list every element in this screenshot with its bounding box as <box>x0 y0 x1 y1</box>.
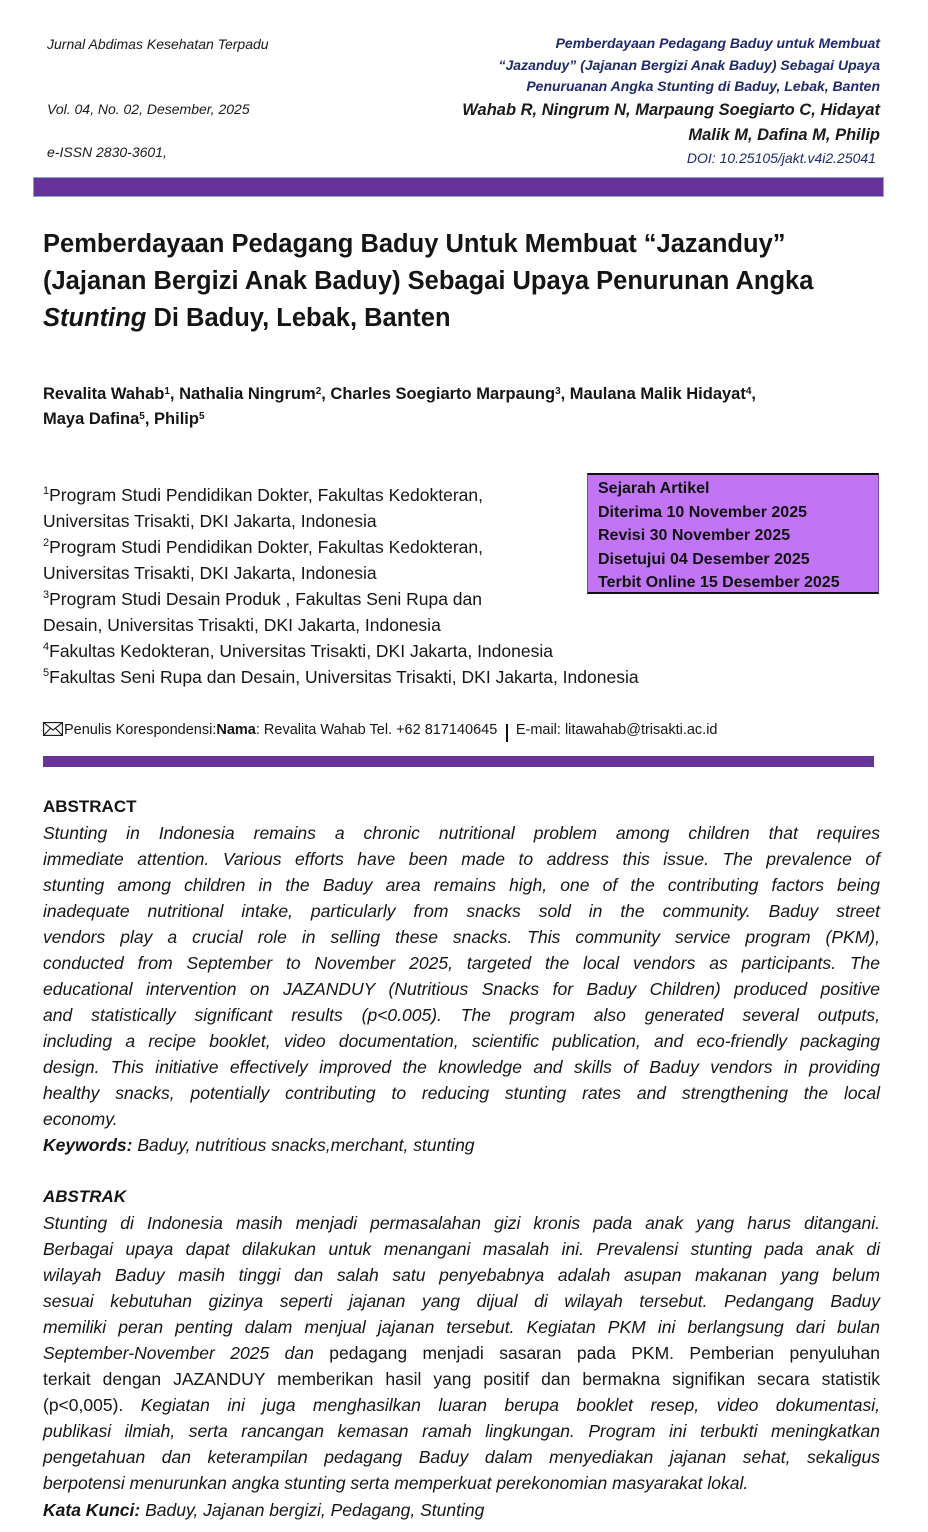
author-name: Maya Dafina <box>43 410 140 428</box>
section-divider-bar <box>43 756 874 767</box>
doi-link[interactable]: DOI: 10.25105/jakt.v4i2.25041 <box>686 149 876 166</box>
correspondence-name: : Revalita Wahab Tel. +62 817140645 <box>255 722 498 738</box>
affiliation-number: 4 <box>43 641 50 653</box>
author-affiliation-number: 1 <box>164 386 170 397</box>
history-published: Terbit Online 15 Desember 2025 <box>598 574 840 591</box>
abstract-line: Berbagai upaya dapat dilakukan untuk menangani masalah ini. Prevalensi stunting pada anak di <box>43 1239 880 1259</box>
abstract-line: conducted from September to November 2025, targeted the local vendors as participants. The <box>43 953 880 973</box>
abstract-line: design. This initiative effectively improved the knowledge and skills of Baduy vendors in providing <box>43 1057 880 1077</box>
author-name: Charles Soegiarto Marpaung <box>330 385 556 403</box>
abstract-line: healthy snacks, potentially contributing to reducing stunting rates and strengthening the local <box>43 1083 880 1103</box>
abstract-line: vendors play a crucial role in selling these snacks. This community service program (PKM), <box>43 927 880 947</box>
article-history-box <box>587 473 879 594</box>
affiliation-item <box>43 638 723 664</box>
abstract-line: memiliki peran penting dalam menjual jajanan tersebut. Kegiatan PKM ini berlangsung dari bulan <box>43 1317 880 1337</box>
abstract-italic-span: September-November 2025 dan <box>43 1343 314 1363</box>
title-line-rest: Di Baduy, Lebak, Banten <box>146 304 451 332</box>
abstract-line <box>43 1392 880 1418</box>
running-authors-line: Malik M, Dafina M, Philip <box>688 125 880 144</box>
author-affiliation-number: 3 <box>555 386 561 397</box>
correspondence-line <box>43 720 718 740</box>
journal-issn: e-ISSN 2830-3601, <box>47 144 167 160</box>
affiliation-number: 2 <box>43 537 50 549</box>
author-name: Nathalia Ningrum <box>179 385 316 403</box>
keywords-label: Kata Kunci: <box>43 1500 141 1520</box>
correspondence-email[interactable]: E-mail: litawahab@trisakti.ac.id <box>515 722 718 738</box>
affiliation-text: Universitas Trisakti, DKI Jakarta, Indonesia <box>43 511 377 531</box>
history-revised: Revisi 30 November 2025 <box>598 527 791 544</box>
running-authors-line: Wahab R, Ningrum N, Marpaung Soegiarto C, Hidayat <box>462 100 880 119</box>
keywords-en <box>43 1132 475 1158</box>
keywords-value: Baduy, Jajanan bergizi, Pedagang, Stunting <box>140 1500 485 1520</box>
affiliation-text: Program Studi Pendidikan Dokter, Fakultas Kedokteran, <box>49 485 483 505</box>
envelope-icon <box>43 722 63 736</box>
article-title <box>43 226 893 337</box>
abstract-line: Stunting in Indonesia remains a chronic nutritional problem among children that requires <box>43 823 880 843</box>
affiliation-item <box>43 664 723 690</box>
abstract-line: sesuai kebutuhan gizinya seperti jajanan yang dijual di wilayah tersebut. Pedangang Baduy <box>43 1291 880 1311</box>
author-affiliation-number: 4 <box>745 386 752 397</box>
abstract-upright-span: pedagang menjadi sasaran pada PKM. Pemberian penyuluhan <box>313 1343 880 1363</box>
affiliation-text: Program Studi Desain Produk , Fakultas Seni Rupa dan <box>49 589 482 609</box>
title-line <box>43 300 893 337</box>
affiliation-text: Fakultas Seni Rupa dan Desain, Universitas Trisakti, DKI Jakarta, Indonesia <box>49 667 639 687</box>
author-name: Revalita Wahab <box>43 385 165 403</box>
affiliation-text: Program Studi Pendidikan Dokter, Fakultas Kedokteran, <box>49 537 483 557</box>
affiliation-item <box>43 612 723 638</box>
abstract-line: wilayah Baduy masih tinggi dan salah satu penyebabnya adalah asupan makanan yang belum <box>43 1265 880 1285</box>
affiliation-text: Desain, Universitas Trisakti, DKI Jakarta, Indonesia <box>43 615 441 635</box>
header-divider-bar <box>33 177 884 197</box>
title-italic-word: Stunting <box>43 304 147 332</box>
journal-volume: Vol. 04, No. 02, Desember, 2025 <box>47 101 250 117</box>
title-line: (Jajanan Bergizi Anak Baduy) Sebagai Upaya Penurunan Angka <box>43 267 814 295</box>
abstrak-heading: ABSTRAK <box>43 1187 127 1206</box>
abstract-line: pengetahuan dan keterampilan pedagang Baduy dalam menyediakan jajanan sehat, sekaligus <box>43 1447 880 1467</box>
correspondence-name-label: Nama <box>216 722 256 738</box>
keywords-label: Keywords: <box>43 1135 133 1155</box>
abstract-line: berpotensi menurunkan angka stunting serta memperkuat perekonomian masyarakat lokal. <box>43 1473 749 1493</box>
keywords-id <box>43 1497 484 1523</box>
running-header <box>20 33 880 169</box>
affiliation-number: 5 <box>43 667 50 679</box>
journal-name: Jurnal Abdimas Kesehatan Terpadu <box>47 36 269 52</box>
running-title-line: Pemberdayaan Pedagang Baduy untuk Membuat <box>555 35 880 51</box>
running-title-line: “Jazanduy” (Jajanan Bergizi Anak Baduy) Sebagai Upaya <box>498 56 880 73</box>
abstract-line: stunting among children in the Baduy area remains high, one of the contributing factors being <box>43 875 880 895</box>
history-received: Diterima 10 November 2025 <box>598 503 807 521</box>
abstract-line: educational intervention on JAZANDUY (Nutritious Snacks for Baduy Children) produced positive <box>43 979 880 999</box>
author-affiliation-number: 5 <box>198 411 205 422</box>
affiliation-number: 1 <box>43 485 50 497</box>
author-affiliation-number: 5 <box>139 411 145 422</box>
abstract-line <box>43 1340 880 1366</box>
author-name: Maulana Malik Hidayat <box>569 385 746 403</box>
separator <box>506 724 508 742</box>
history-accepted: Disetujui 04 Desember 2025 <box>598 550 810 568</box>
abstract-line: economy. <box>43 1109 118 1129</box>
abstract-line: including a recipe booklet, video documentation, scientific publication, and eco-friendly packaging <box>43 1031 880 1051</box>
author-list: Revalita Wahab$^1$, Nathalia Ningrum$^2$, Charles Soegiarto Marpaung$^3$, Maulana Malik Hidayat$^4$, Maya Dafina$^5$, Philip$^5$ <box>43 385 757 428</box>
author-affiliation-number: 2 <box>315 386 322 397</box>
abstract-line: Stunting di Indonesia masih menjadi permasalahan gizi kronis pada anak yang harus ditangani. <box>43 1213 880 1233</box>
abstract-id-body <box>43 1210 880 1496</box>
keywords-value: Baduy, nutritious snacks,merchant, stunting <box>132 1135 475 1155</box>
abstract-en-body <box>43 820 880 1132</box>
title-line: Pemberdayaan Pedagang Baduy Untuk Membuat “Jazanduy” <box>43 230 786 258</box>
affiliation-number: 3 <box>43 589 50 601</box>
author-name: Philip <box>154 410 199 428</box>
abstract-line: publikasi ilmiah, serta rancangan kemasan ramah lingkungan. Program ini terbukti meningkatkan <box>43 1421 880 1441</box>
affiliation-text: Fakultas Kedokteran, Universitas Trisakti, DKI Jakarta, Indonesia <box>49 641 553 661</box>
abstract-line: terkait dengan JAZANDUY memberikan hasil yang positif dan bermakna signifikan secara statistik <box>43 1369 880 1389</box>
abstract-upright-span: (p<0,005). <box>43 1395 124 1415</box>
abstract-line: inadequate nutritional intake, particularly from snacks sold in the community. Baduy street <box>43 901 880 921</box>
abstract-line: and statistically significant results (p<0.005). The program also generated several outputs, <box>43 1005 880 1025</box>
history-heading: Sejarah Artikel <box>598 480 710 497</box>
abstract-heading: ABSTRACT <box>43 797 137 816</box>
affiliation-text: Universitas Trisakti, DKI Jakarta, Indonesia <box>43 563 377 583</box>
correspondence-label: Penulis Korespondensi: <box>64 722 217 738</box>
running-title-line: Penuruanan Angka Stunting di Baduy, Lebak, Banten <box>526 78 880 94</box>
abstract-italic-span: Kegiatan ini juga menghasilkan luaran berupa booklet resep, video dokumentasi, <box>123 1395 880 1415</box>
abstract-line: immediate attention. Various efforts have been made to address this issue. The prevalence of <box>43 849 880 869</box>
